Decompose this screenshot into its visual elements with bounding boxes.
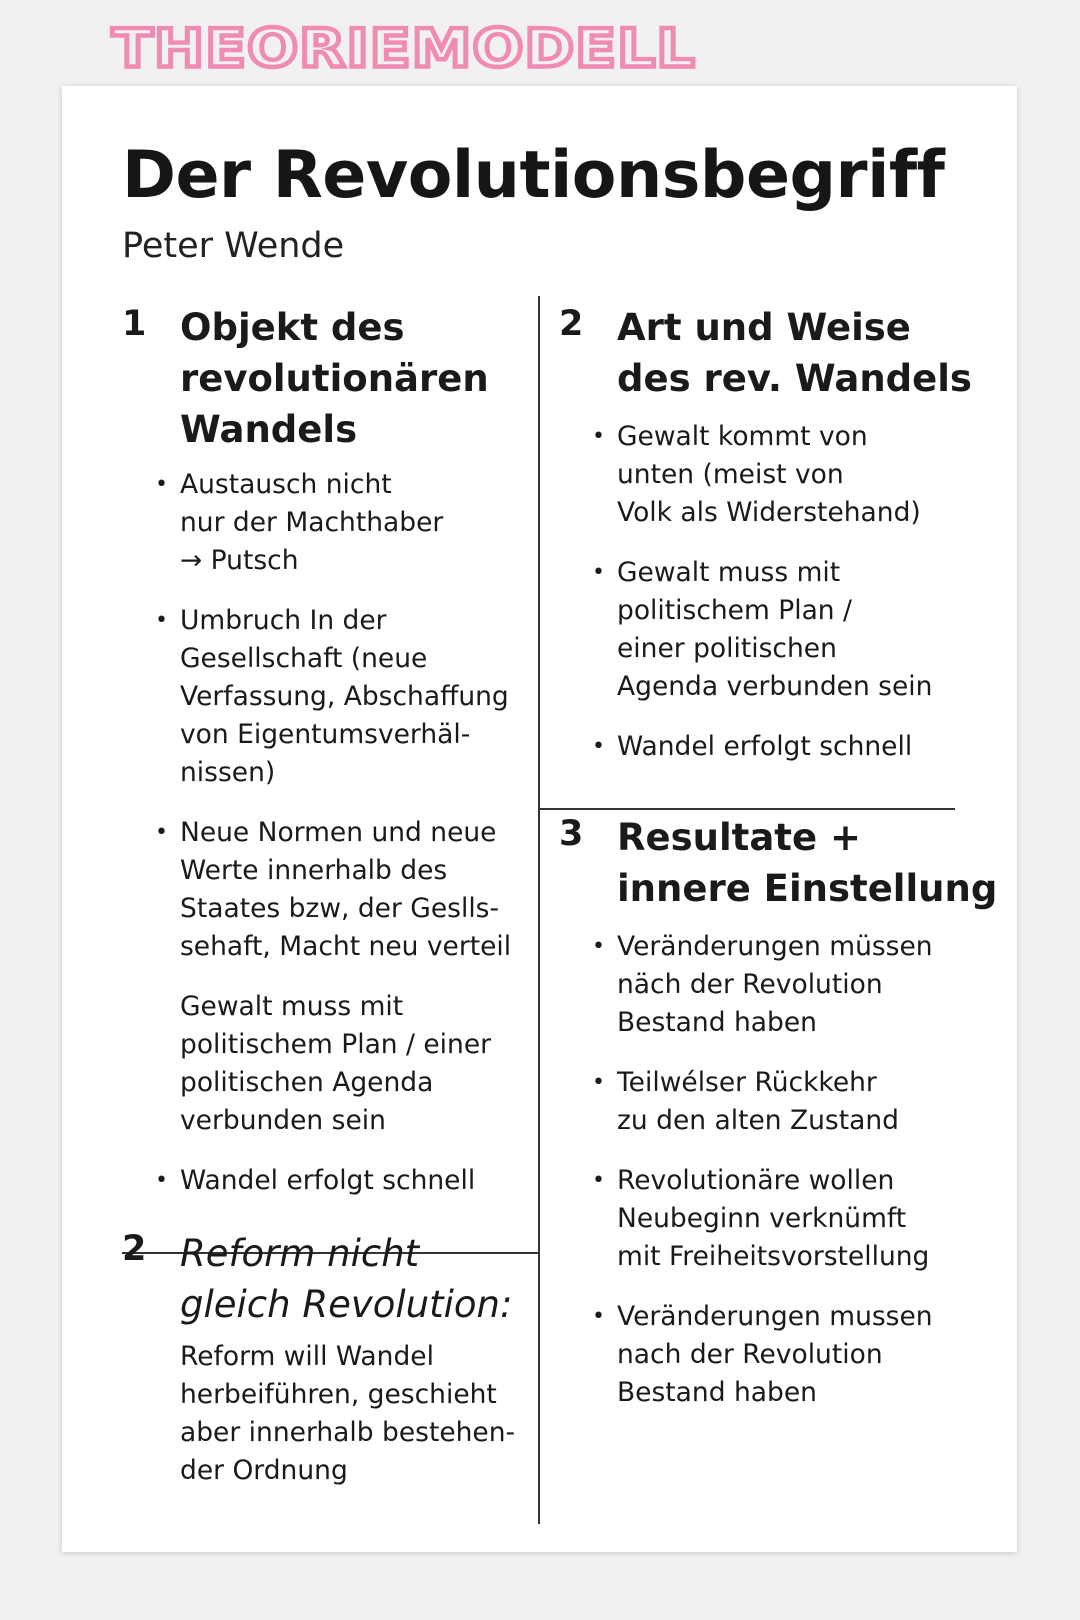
section-body xyxy=(180,466,530,1222)
section-heading: Art und Weise des rev. Wandels xyxy=(617,306,972,400)
list-item: • Wandel erfolgt schnell xyxy=(617,728,987,766)
right-section-divider xyxy=(539,808,955,810)
section-number: 2 xyxy=(559,304,584,344)
list-item: • Gewalt muss mit politischem Plan / einer politischen Agenda verbunden sein xyxy=(617,554,987,706)
section-number: 3 xyxy=(559,814,584,854)
section-number: 2 xyxy=(122,1229,147,1269)
section-body xyxy=(617,418,987,788)
list-item: • Wandel erfolgt schnell xyxy=(180,1162,530,1200)
section-body xyxy=(617,928,997,1434)
column-divider xyxy=(538,296,540,1524)
list-item: Gewalt muss mit politischem Plan / einer politischen Agenda verbunden sein xyxy=(180,991,492,1136)
list-item: • Umbruch In der Gesellschaft (neue Verfassung, Abschaffung von Eigentumsverhäl- nissen) xyxy=(180,602,530,792)
list-item: • Veränderungen mussen nach der Revolution Bestand haben xyxy=(617,1298,997,1412)
document-sheet xyxy=(62,86,1017,1552)
section-heading: Objekt des revolutionären Wandels xyxy=(180,306,489,451)
list-item: • Teilwélser Rückkehr zu den alten Zustand xyxy=(617,1064,997,1140)
page-title: Der Revolutionsbegriff xyxy=(122,138,945,213)
section-text: Reform will Wandel herbeiführen, geschieht aber innerhalb bestehen- der Ordnung xyxy=(180,1341,516,1486)
section-heading: Reform nicht gleich Revolution: xyxy=(180,1232,513,1326)
handwritten-label: THEORIEMODELL xyxy=(112,18,696,80)
section-heading: Resultate + innere Einstellung xyxy=(617,816,998,910)
section-number: 1 xyxy=(122,304,147,344)
list-item: • Austausch nicht nur der Machthaber → Putsch xyxy=(180,466,530,580)
list-item: • Veränderungen müssen näch der Revolution Bestand haben xyxy=(617,928,997,1042)
list-item: • Revolutionäre wollen Neubeginn verknümft mit Freiheitsvorstellung xyxy=(617,1162,997,1276)
list-item: • Gewalt kommt von unten (meist von Volk als Widerstehand) xyxy=(617,418,987,532)
author-name: Peter Wende xyxy=(122,226,345,266)
list-item: • Neue Normen und neue Werte innerhalb des Staates bzw, der Geslls- sehaft, Macht neu verteil xyxy=(180,814,530,966)
